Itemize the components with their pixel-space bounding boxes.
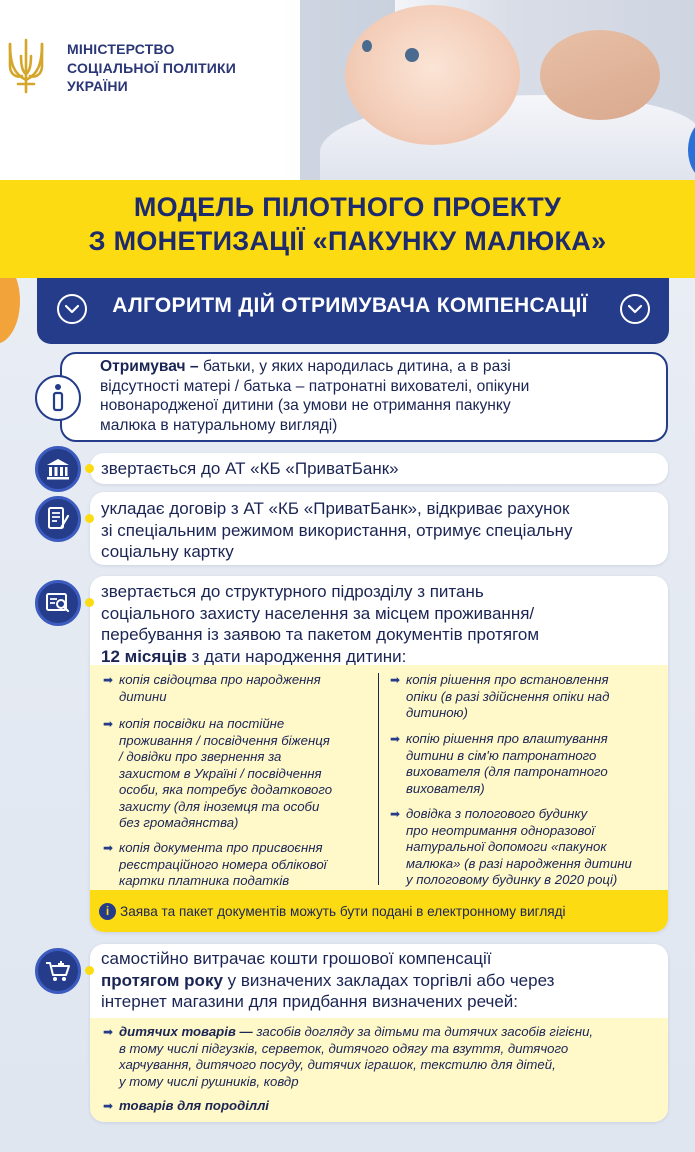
list-item-line: копія рішення про встановлення — [406, 672, 609, 687]
list-item — [390, 731, 665, 797]
list-item-line: копія посвідки на постійне — [119, 716, 285, 731]
ministry-name — [67, 40, 287, 96]
arrow-bullet-icon: ➡ — [103, 1099, 114, 1113]
ministry-line: МІНІСТЕРСТВО — [67, 41, 175, 57]
step-line: самостійно витрачає кошти грошової компенсації — [101, 949, 492, 968]
list-item-line: у пологовому будинку в 2020 році) — [406, 872, 618, 887]
arrow-bullet-icon: ➡ — [390, 807, 401, 821]
step-line: зі спеціальним режимом використання, отримує спеціальну — [101, 520, 573, 540]
step-line: соціального захисту населення за місцем проживання/ — [101, 603, 535, 623]
contract-icon — [35, 496, 81, 542]
list-item — [103, 1098, 663, 1115]
list-item-line: дитини в сім'ю патронатного — [406, 747, 597, 763]
list-item — [390, 672, 665, 722]
arrow-bullet-icon: ➡ — [390, 732, 401, 746]
list-item-line: харчування, дитячого посуду, дитячих іграшок, текстилю для дітей, — [119, 1057, 556, 1072]
arrow-bullet-icon: ➡ — [103, 841, 114, 855]
list-item-line: вихователя) — [406, 780, 485, 796]
list-item-line: картки платника податків — [119, 873, 290, 888]
step-text — [101, 948, 661, 1013]
step-text — [101, 581, 661, 667]
step-line: з дати народження дитини: — [186, 646, 407, 666]
deadline-bold: 12 місяців — [101, 646, 187, 666]
list-item-line: натуральної допомоги «пакунок — [406, 839, 607, 854]
baby-photo-eye — [362, 40, 372, 52]
info-icon — [35, 375, 81, 421]
list-item-line: захисту (для іноземця та особи — [119, 798, 320, 814]
step-connector-dot — [85, 514, 94, 523]
bank-icon — [35, 446, 81, 492]
documents-icon — [35, 580, 81, 626]
list-item-line: особи, яка потребує додаткового — [119, 782, 333, 797]
info-icon: i — [99, 903, 116, 920]
baby-photo-arm — [540, 30, 660, 120]
goods-bold: дитячих товарів — — [119, 1024, 253, 1039]
baby-photo-eye — [405, 48, 419, 62]
info-line: новонародженої дитини (за умови не отримання пакунку — [100, 397, 511, 414]
list-item-line: опіки (в разі здійснення опіки над — [406, 688, 610, 704]
arrow-bullet-icon: ➡ — [103, 1025, 114, 1039]
step-line: соціальну картку — [101, 542, 234, 561]
step-connector-dot — [85, 598, 94, 607]
list-item — [103, 840, 373, 890]
documents-divider — [378, 673, 379, 885]
step-line: у визначених закладах торгівлі або через — [222, 970, 555, 990]
chevron-down-icon — [57, 294, 87, 324]
info-line: батьки, у яких народилась дитина, а в разі — [198, 358, 511, 375]
note-text: Заява та пакет документів можуть бути подані в електронному вигляді — [120, 904, 566, 919]
list-item-line: вихователя (для патронатного — [406, 764, 608, 779]
step-connector-dot — [85, 464, 94, 473]
arrow-bullet-icon: ➡ — [390, 673, 401, 687]
chevron-down-icon — [620, 294, 650, 324]
ministry-line: УКРАЇНИ — [67, 78, 128, 94]
period-bold: протягом року — [101, 970, 223, 990]
list-item-line: довідка з пологового будинку — [406, 806, 588, 821]
ministry-line: СОЦІАЛЬНОЇ ПОЛІТИКИ — [67, 59, 237, 76]
list-item-line: без громадянства) — [119, 815, 239, 830]
list-item-line: захистом в Україні / посвідчення — [119, 765, 322, 781]
arrow-bullet-icon: ➡ — [103, 673, 114, 687]
list-item-line: копія свідоцтва про народження — [119, 672, 321, 687]
arrow-bullet-icon: ➡ — [103, 717, 114, 731]
step-text — [101, 498, 661, 563]
list-item — [103, 672, 373, 705]
baby-photo-face — [345, 5, 520, 145]
step-line: звертається до структурного підрозділу з питань — [101, 582, 484, 601]
trident-icon — [4, 36, 48, 96]
list-item-line: реєстраційного номера облікової — [119, 856, 327, 872]
list-item — [103, 716, 373, 832]
step-text: звертається до АТ «КБ «ПриватБанк» — [101, 459, 399, 478]
page-title — [0, 190, 695, 258]
list-item-line: в тому числі підгузків, серветок, дитячого одягу та взуття, дитячого — [119, 1040, 569, 1056]
list-item-line: проживання / посвідчення біженця — [119, 732, 330, 748]
step-line: перебування із заявою та пакетом документів протягом — [101, 625, 540, 644]
title-line: З МОНЕТИЗАЦІЇ «ПАКУНКУ МАЛЮКА» — [88, 226, 607, 256]
list-item-line: малюка» (в разі народження дитини — [406, 855, 632, 871]
list-item-line: / довідки про звернення за — [119, 749, 282, 764]
list-item-line: копію рішення про влаштування — [406, 731, 608, 746]
info-line: малюка в натуральному вигляді) — [100, 416, 338, 434]
list-item-line: про неотримання одноразової — [406, 822, 595, 838]
recipient-label: Отримувач – — [100, 358, 199, 375]
step-line: укладає договір з АТ «КБ «ПриватБанк», відкриває рахунок — [101, 499, 570, 518]
recipient-info-text — [100, 357, 660, 435]
list-item — [103, 1024, 663, 1090]
goods-bold: товарів для породіллі — [119, 1098, 269, 1113]
step-line: інтернет магазини для придбання визначених речей: — [101, 992, 519, 1011]
list-item-line: у тому числі рушників, ковдр — [119, 1073, 299, 1089]
shopping-cart-icon — [35, 948, 81, 994]
list-item-line: копія документа про присвоєння — [119, 840, 323, 855]
title-line: МОДЕЛЬ ПІЛОТНОГО ПРОЕКТУ — [133, 192, 562, 222]
algorithm-label: АЛГОРИТМ ДІЙ ОТРИМУВАЧА КОМПЕНСАЦІЇ — [112, 294, 588, 317]
list-item-line: дитини — [119, 688, 167, 704]
step-connector-dot — [85, 966, 94, 975]
list-item-line: засобів догляду за дітьми та дитячих засобів гігієни, — [252, 1024, 594, 1039]
list-item-line: дитиною) — [406, 705, 468, 720]
info-line: відсутності матері / батька – патронатні вихователі, опікуни — [100, 377, 530, 395]
list-item — [390, 806, 665, 889]
